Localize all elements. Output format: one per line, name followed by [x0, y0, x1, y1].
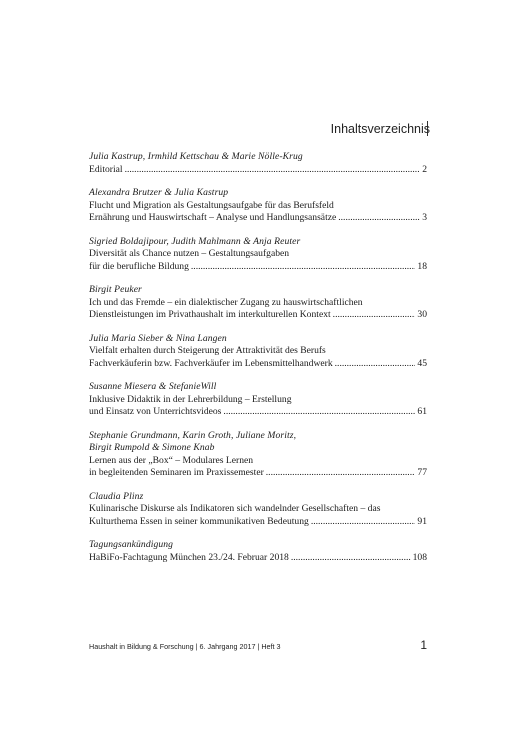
- toc-entry-authors: Susanne Miesera & StefanieWill: [89, 381, 217, 392]
- toc-entry: [89, 151, 427, 176]
- toc-entry-leader-line: [89, 261, 427, 274]
- page-footer: [89, 638, 427, 652]
- dot-leader: [223, 406, 415, 419]
- toc-entry-authors: Claudia Plinz: [89, 490, 144, 502]
- toc-entry-authors: Birgit Peuker: [89, 284, 142, 295]
- toc-entry-authors: Tagungsankündigung: [89, 539, 174, 550]
- toc-entry-leader-line: [89, 406, 427, 419]
- toc-entry-title-line: Ich und das Fremde – ein dialektischer Zugang zu hauswirtschaftlichen: [89, 296, 363, 308]
- toc-entry-leader-line: [89, 358, 427, 371]
- toc-entry: [89, 284, 427, 322]
- toc-entry-leader-line: [89, 309, 427, 322]
- toc-entry: [89, 430, 427, 480]
- table-of-contents: [89, 151, 427, 575]
- toc-entry-leader-line: [89, 552, 427, 565]
- toc-entry-title-line: Kulinarische Diskurse als Indikatoren sich wandelnder Gesellschaften – das: [89, 503, 381, 514]
- toc-entry-title-line: und Einsatz von Unterrichtsvideos: [89, 406, 222, 417]
- toc-entry-authors: Birgit Rumpold & Simone Knab: [89, 442, 215, 453]
- toc-entry-title-line: Fachverkäuferin bzw. Fachverkäufer im Lebensmittelhandwerk: [89, 357, 333, 369]
- toc-entry-leader-line: [89, 212, 427, 225]
- toc-entry-title-line: für die berufliche Bildung: [89, 260, 189, 272]
- toc-entry-page-number: 18: [417, 260, 427, 272]
- toc-entry-title-line: Dienstleistungen im Privathaushalt im interkulturellen Kontext: [89, 309, 331, 320]
- dot-leader: [191, 261, 416, 274]
- toc-entry: [89, 539, 427, 564]
- dot-leader: [311, 516, 416, 529]
- toc-entry: [89, 236, 427, 274]
- toc-entry-page-number: 30: [417, 309, 427, 320]
- toc-entry-title-line: Editorial: [89, 163, 123, 175]
- toc-entry-title-line: HaBiFo-Fachtagung München 23./24. Februar 2018: [89, 551, 289, 563]
- page-number: 1: [420, 638, 427, 652]
- toc-entry-authors: Julia Kastrup, Irmhild Kettschau & Marie Nölle-Krug: [89, 151, 303, 162]
- toc-entry-title-line: Vielfalt erhalten durch Steigerung der Attraktivität des Berufs: [89, 345, 326, 356]
- dot-leader: [266, 467, 416, 480]
- toc-entry: [89, 381, 427, 419]
- toc-entry: [89, 333, 427, 371]
- toc-entry-page-number: 91: [417, 515, 427, 527]
- toc-entry-page-number: 2: [422, 163, 427, 175]
- dot-leader: [291, 552, 411, 565]
- toc-entry-page-number: 45: [417, 357, 427, 369]
- journal-info: Haushalt in Bildung & Forschung | 6. Jahrgang 2017 | Heft 3: [89, 642, 281, 651]
- toc-entry-leader-line: [89, 164, 427, 177]
- toc-entry-page-number: 77: [417, 467, 427, 478]
- toc-entry-title-line: Kulturthema Essen in seiner kommunikativen Bedeutung: [89, 515, 309, 527]
- toc-entry-title-line: Flucht und Migration als Gestaltungsaufgabe für das Berufsfeld: [89, 199, 334, 211]
- dot-leader: [335, 358, 416, 371]
- dot-leader: [125, 164, 421, 177]
- dot-leader: [333, 309, 416, 322]
- dot-leader: [338, 212, 420, 225]
- toc-entry-leader-line: [89, 516, 427, 529]
- toc-entry-page-number: 61: [417, 406, 427, 417]
- toc-entry-page-number: 3: [422, 212, 427, 223]
- toc-entry-authors: Alexandra Brutzer & Julia Kastrup: [89, 187, 229, 198]
- toc-entry-leader-line: [89, 467, 427, 480]
- toc-entry-title-line: Inklusive Didaktik in der Lehrerbildung – Erstellung: [89, 393, 292, 405]
- toc-entry-authors: Sigried Boldajipour, Judith Mahlmann & Anja Reuter: [89, 235, 301, 247]
- toc-entry: [89, 187, 427, 225]
- toc-entry-authors: Julia Maria Sieber & Nina Langen: [89, 332, 227, 344]
- toc-entry-title-line: Lernen aus der „Box“ – Modulares Lernen: [89, 454, 254, 466]
- toc-entry-title-line: Ernährung und Hauswirtschaft – Analyse und Handlungsansätze: [89, 212, 337, 223]
- toc-entry: [89, 491, 427, 529]
- toc-entry-authors: Stephanie Grundmann, Karin Groth, Juliane Moritz,: [89, 429, 297, 441]
- toc-entry-title-line: in begleitenden Seminaren im Praxissemester: [89, 467, 264, 478]
- toc-entry-page-number: 108: [412, 551, 427, 563]
- page-title: Inhaltsverzeichnis: [330, 122, 430, 136]
- toc-entry-title-line: Diversität als Chance nutzen – Gestaltungsaufgaben: [89, 248, 290, 259]
